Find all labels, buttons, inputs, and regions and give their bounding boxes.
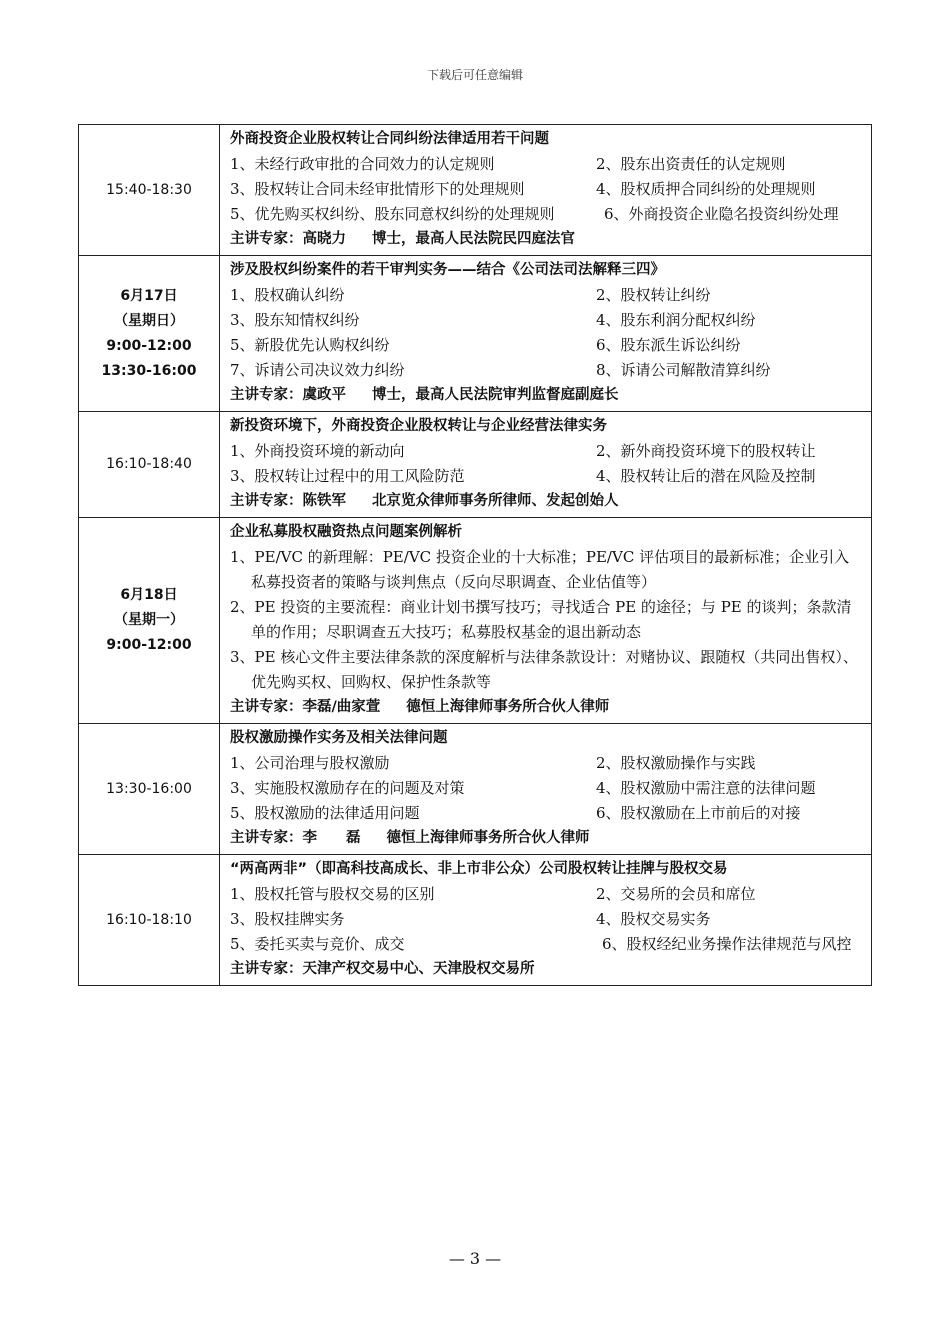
schedule-table — [78, 124, 872, 986]
session-title: 股权激励操作实务及相关法律问题 — [230, 730, 448, 746]
table-row — [79, 724, 872, 855]
speaker-desc: 博士，最高人民法院民四庭法官 — [372, 231, 575, 247]
date-line: 6月17日 — [120, 287, 178, 304]
topic-item: 4、股权交易实务 — [596, 910, 711, 928]
time-line: 9:00-12:00 — [106, 337, 192, 354]
topic-item: 3、实施股权激励存在的问题及对策 — [230, 779, 465, 797]
topic-item: 1、未经行政审批的合同效力的认定规则 — [230, 155, 495, 173]
speaker-label: 主讲专家：陈铁军 — [230, 493, 346, 509]
time-line: 13:30-16:00 — [106, 780, 192, 797]
topic-item: 1、股权确认纠纷 — [230, 286, 345, 304]
topic-paragraph: 3、PE 核心文件主要法律条款的深度解析与法律条款设计：对赌协议、跟随权（共同出售权）、优先购买权、回购权、保护性条款等 — [230, 648, 858, 691]
time-cell — [79, 256, 220, 412]
topic-item: 2、新外商投资环境下的股权转让 — [596, 442, 816, 460]
topic-item: 5、委托买卖与竞价、成交 — [230, 935, 405, 953]
time-line: 15:40-18:30 — [106, 181, 192, 198]
topic-item: 6、股权经纪业务操作法律规范与风控 — [602, 935, 852, 953]
topic-item: 7、诉请公司决议效力纠纷 — [230, 361, 405, 379]
content-cell — [220, 256, 872, 412]
topic-item: 2、股东出资责任的认定规则 — [596, 155, 786, 173]
content-cell — [220, 518, 872, 724]
topic-item: 4、股东利润分配权纠纷 — [596, 311, 756, 329]
topic-item: 4、股权质押合同纠纷的处理规则 — [596, 180, 816, 198]
content-cell — [220, 125, 872, 256]
session-title: 外商投资企业股权转让合同纠纷法律适用若干问题 — [230, 131, 549, 147]
time-cell — [79, 518, 220, 724]
topic-paragraph: 1、PE/VC 的新理解：PE/VC 投资企业的十大标准；PE/VC 评估项目的最新标准；企业引入私募投资者的策略与谈判焦点（反向尽职调查、企业估值等） — [230, 548, 850, 591]
session-title: 新投资环境下，外商投资企业股权转让与企业经营法律实务 — [230, 418, 607, 434]
speaker-label: 主讲专家：虞政平 — [230, 387, 346, 403]
time-cell — [79, 125, 220, 256]
table-row — [79, 125, 872, 256]
topic-grid — [230, 882, 863, 957]
topic-grid — [230, 439, 863, 489]
speaker-label: 主讲专家：李磊/曲家萱 — [230, 699, 381, 715]
topic-item: 2、股权转让纠纷 — [596, 286, 711, 304]
topic-item: 5、优先购买权纠纷、股东同意权纠纷的处理规则 — [230, 205, 555, 223]
topic-item: 5、新股优先认购权纠纷 — [230, 336, 390, 354]
topic-item: 3、股东知情权纠纷 — [230, 311, 360, 329]
speaker-line — [230, 383, 863, 408]
speaker-label: 主讲专家：天津产权交易中心、天津股权交易所 — [230, 961, 535, 977]
topic-item: 6、外商投资企业隐名投资纠纷处理 — [604, 205, 839, 223]
topic-item: 4、股权激励中需注意的法律问题 — [596, 779, 816, 797]
content-cell — [220, 855, 872, 986]
topic-paragraph: 2、PE 投资的主要流程：商业计划书撰写技巧；寻找适合 PE 的途径；与 PE 的谈判；条款清单的作用；尽职调查五大技巧；私募股权基金的退出新动态 — [230, 598, 852, 641]
topic-item: 8、诉请公司解散清算纠纷 — [596, 361, 771, 379]
session-title: 涉及股权纠纷案件的若干审判实务——结合《公司法司法解释三四》 — [230, 262, 665, 278]
time-cell — [79, 412, 220, 518]
speaker-label: 主讲专家：李 磊 — [230, 830, 361, 846]
topic-item: 1、外商投资环境的新动向 — [230, 442, 405, 460]
time-line: 16:10-18:10 — [106, 911, 192, 928]
topic-item: 4、股权转让后的潜在风险及控制 — [596, 467, 816, 485]
speaker-desc: 德恒上海律师事务所合伙人律师 — [386, 830, 590, 846]
time-line: 13:30-16:00 — [101, 362, 197, 379]
time-line: 16:10-18:40 — [106, 456, 192, 472]
speaker-desc: 德恒上海律师事务所合伙人律师 — [406, 699, 610, 715]
speaker-line — [230, 695, 863, 720]
speaker-line — [230, 227, 863, 252]
weekday-line: （星期日） — [114, 312, 184, 329]
content-cell — [220, 412, 872, 518]
topic-item: 3、股权挂牌实务 — [230, 910, 345, 928]
content-cell — [220, 724, 872, 855]
table-row — [79, 855, 872, 986]
speaker-line — [230, 489, 863, 514]
page-number: — 3 — — [448, 1249, 502, 1268]
header-watermark: 下载后可任意编辑 — [426, 68, 523, 82]
speaker-desc: 北京览众律师事务所律师、发起创始人 — [372, 493, 619, 509]
time-cell — [79, 724, 220, 855]
session-title: 企业私募股权融资热点问题案例解析 — [230, 524, 462, 540]
speaker-label: 主讲专家：高晓力 — [230, 231, 346, 247]
session-title: “两高两非”（即高科技高成长、非上市非公众）公司股权转让挂牌与股权交易 — [230, 861, 728, 877]
topic-item: 6、股东派生诉讼纠纷 — [596, 336, 741, 354]
topic-item: 2、股权激励操作与实践 — [596, 754, 756, 772]
topic-grid — [230, 751, 863, 826]
speaker-line — [230, 826, 863, 851]
table-row — [79, 518, 872, 724]
topic-item: 2、交易所的会员和席位 — [596, 885, 756, 903]
time-cell — [79, 855, 220, 986]
topic-item: 1、公司治理与股权激励 — [230, 754, 390, 772]
topic-item: 3、股权转让合同未经审批情形下的处理规则 — [230, 180, 525, 198]
topic-grid — [230, 152, 863, 227]
table-row — [79, 412, 872, 518]
speaker-line — [230, 957, 863, 982]
topic-item: 6、股权激励在上市前后的对接 — [596, 804, 801, 822]
topic-item: 3、股权转让过程中的用工风险防范 — [230, 467, 465, 485]
date-line: 6月18日 — [120, 587, 178, 603]
topic-grid — [230, 283, 863, 383]
time-line: 9:00-12:00 — [106, 637, 192, 653]
speaker-desc: 博士，最高人民法院审判监督庭副庭长 — [372, 387, 619, 403]
weekday-line: （星期一） — [114, 612, 184, 628]
table-row — [79, 256, 872, 412]
topic-item: 1、股权托管与股权交易的区别 — [230, 885, 435, 903]
topic-item: 5、股权激励的法律适用问题 — [230, 804, 420, 822]
